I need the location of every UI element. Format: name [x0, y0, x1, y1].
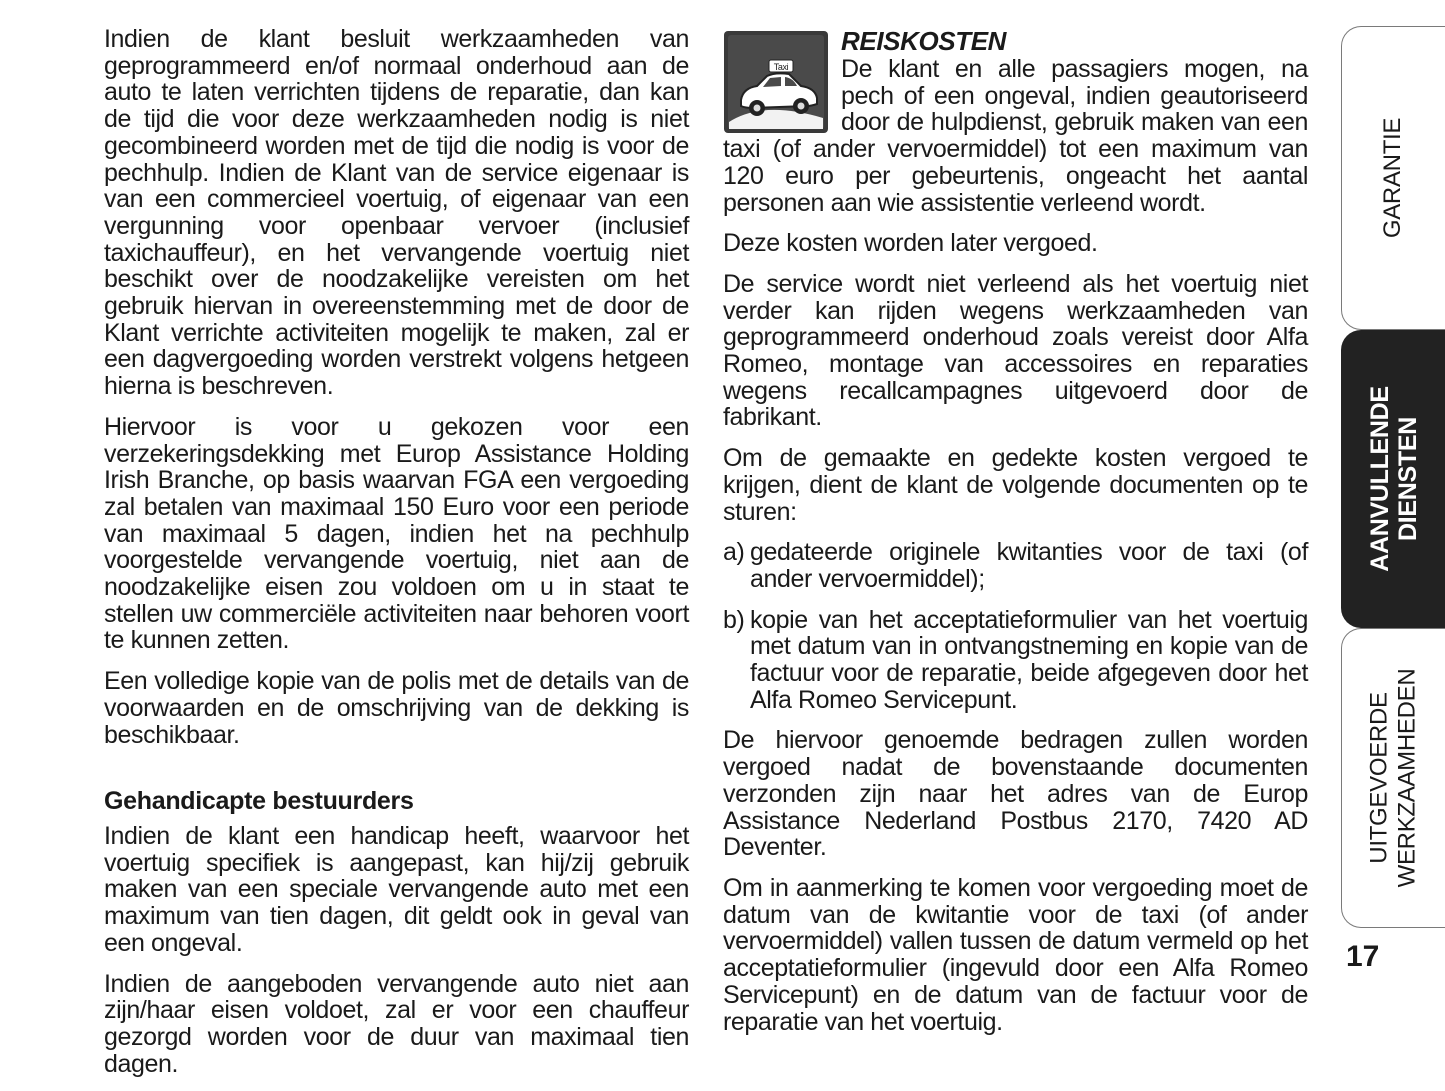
tab-garantie[interactable]: [1341, 26, 1445, 330]
list-item: [723, 607, 1308, 714]
tab-label-line: AANVULLENDE: [1365, 386, 1394, 572]
tab-label-line: WERKZAAMHEDEN: [1393, 668, 1421, 888]
paragraph: De service wordt niet verleend als het voertuig niet verder kan rijden wegens werkzaamheden van geprogrammeerd onderhoud zoals vereist door Alfa Romeo, montage van accessoires en reparaties wegens recallcampagnes uitgevoerd door de fabrikant.: [723, 269, 1308, 432]
paragraph: Deze kosten worden later vergoed.: [723, 229, 1098, 258]
right-column: [723, 26, 1308, 1049]
left-column: [104, 26, 689, 1091]
section-heading-reiskosten: REISKOSTEN: [841, 26, 1007, 56]
tab-label: [1366, 386, 1422, 572]
tab-aanvullende-diensten[interactable]: [1341, 330, 1445, 628]
reiskosten-section: [723, 26, 1308, 216]
list-text: gedateerde originele kwitanties voor de taxi (of ander vervoermiddel);: [750, 538, 1308, 593]
paragraph: Hiervoor is voor u gekozen voor een verzekeringsdekking met Europ Assistance Holding Irish Branche, op basis waarvan FGA een vergoeding zal betalen van maximaal 150 Euro voor een periode van maximaal 5 dagen, indien het na pechhulp voorgestelde vervangende voertuig, niet aan de noodzakelijke eisen zou voldoen om u in staat te stellen uw commerciële activiteiten naar behoren voort te kunnen zetten.: [104, 412, 689, 655]
section-heading-gehandicapte: Gehandicapte bestuurders: [104, 787, 414, 816]
taxi-icon: [723, 30, 829, 134]
tab-uitgevoerde-werkzaamheden[interactable]: [1341, 628, 1445, 928]
tab-label: GARANTIE: [1379, 117, 1407, 239]
tab-label-line: UITGEVOERDE: [1365, 692, 1393, 864]
list-marker: a): [723, 538, 745, 567]
tab-label-line: DIENSTEN: [1393, 417, 1422, 542]
paragraph: Indien de klant besluit werkzaamheden van geprogrammeerd en/of normaal onderhoud aan de auto te laten verrichten tijdens de reparatie, dan kan de tijd die voor deze werkzaamheden nodig is niet gecombineerd worden met de tijd die nodig is voor de pechhulp. Indien de Klant van de service eigenaar is van een commercieel voertuig, of eigenaar van een vergunning voor openbaar vervoer (inclusief taxichauffeur), en het vervangende voertuig niet beschikt over de noodzakelijke vereisten om het gebruik hiervan in overeenstemming met de door de Klant verrichte activiteiten mogelijk te maken, zal er een dagvergoeding worden verstrekt volgens hetgeen hierna is beschreven.: [104, 25, 689, 401]
list-text: kopie van het acceptatieformulier van het voertuig met datum van in ontvangstneming en kopie van de factuur voor de reparatie, beide afgegeven door het Alfa Romeo Servicepunt.: [750, 605, 1308, 714]
paragraph: Een volledige kopie van de polis met de details van de voorwaarden en de omschrijving van de dekking is beschikbaar.: [104, 667, 689, 749]
list-marker: b): [723, 605, 745, 634]
paragraph: De hiervoor genoemde bedragen zullen worden vergoed nadat de bovenstaande documenten verzonden zijn naar het adres van de Europ Assistance Nederland Postbus 2170, 7420 AD Deventer.: [723, 726, 1308, 862]
tab-label: [1366, 669, 1422, 888]
taxi-sign-label: Taxi: [773, 62, 789, 72]
paragraph: Indien de klant een handicap heeft, waarvoor het voertuig specifiek is aangepast, kan hij/zij gebruik maken van een speciale vervangende auto met een maximum van tien dagen, dit geldt ook in geval van een ongeval.: [104, 821, 689, 957]
page-number: 17: [1346, 940, 1380, 973]
paragraph: Om de gemaakte en gedekte kosten vergoed te krijgen, dient de klant de volgende documenten op te sturen:: [723, 444, 1308, 526]
paragraph: Indien de aangeboden vervangende auto niet aan zijn/haar eisen voldoet, zal er voor een chauffeur gezorgd worden voor de duur van maximaal tien dagen.: [104, 969, 689, 1078]
paragraph: De klant en alle passagiers mogen, na pech of een ongeval, indien geautoriseerd door de hulpdienst, gebruik maken van een taxi (of ander vervoermiddel) tot een maximum van 120 euro per gebeurtenis, ongeacht het aantal personen aan wie assistentie verleend wordt.: [723, 55, 1308, 217]
paragraph: Om in aanmerking te komen voor vergoeding moet de datum van de kwitantie voor de taxi (of ander vervoermiddel) vallen tussen de datum vermeld op het acceptatieformulier (ingevuld door een Alfa Romeo Servicepunt) en de datum van de factuur voor de reparatie van het voertuig.: [723, 873, 1308, 1036]
list-item: [723, 539, 1308, 592]
